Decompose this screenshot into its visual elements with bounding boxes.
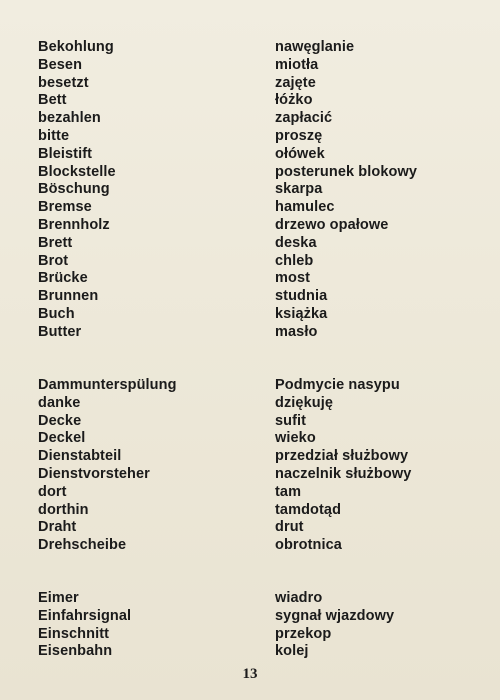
polish-translation: zajęte [275,74,316,91]
german-term: Draht [38,519,77,536]
german-term: Eisenbahn [38,643,113,660]
german-term: bitte [38,127,70,144]
polish-translation: studnia [275,288,328,305]
polish-translation: przekop [275,625,332,642]
dictionary-entry [0,519,500,537]
german-term: Dienstabteil [38,448,122,465]
german-term: Butter [38,323,82,340]
section-d [0,377,500,555]
polish-translation: chleb [275,252,314,269]
german-term: Bekohlung [38,39,114,55]
section-b [0,39,500,342]
german-term: Brett [38,234,73,251]
german-term: Brücke [38,270,88,287]
polish-translation: Podmycie nasypu [275,377,400,393]
dictionary-entry [0,75,500,93]
german-term: Eimer [38,590,79,606]
dictionary-entry [0,199,500,217]
dictionary-entry [0,217,500,235]
dictionary-entry [0,484,500,502]
dictionary-entry [0,110,500,128]
dictionary-entry [0,253,500,271]
polish-translation: wiadro [275,590,323,606]
polish-translation: dziękuję [275,394,334,411]
german-term: Drehscheibe [38,537,127,554]
dictionary-entry [0,306,500,324]
polish-translation: skarpa [275,181,323,198]
polish-translation: tam [275,483,302,500]
polish-translation: proszę [275,127,323,144]
dictionary-entry [0,502,500,520]
dictionary-entry [0,643,500,661]
polish-translation: sygnał wjazdowy [275,607,395,624]
german-term: Einfahrsignal [38,607,132,624]
dictionary-entry [0,430,500,448]
german-term: Brot [38,252,69,269]
polish-translation: kolej [275,643,309,660]
dictionary-entry [0,128,500,146]
german-term: Brunnen [38,288,99,305]
polish-translation: zapłacić [275,110,333,127]
dictionary-entry [0,537,500,555]
german-term: Böschung [38,181,110,198]
dictionary-entry [0,395,500,413]
dictionary-entry [0,270,500,288]
polish-translation: nawęglanie [275,39,355,55]
polish-translation: posterunek blokowy [275,163,417,180]
german-term: Bremse [38,199,92,216]
polish-translation: hamulec [275,199,335,216]
polish-translation: książka [275,305,328,322]
german-term: Decke [38,412,82,429]
page-number: 13 [242,666,258,682]
dictionary-entry [0,39,500,57]
dictionary-entry [0,324,500,342]
dictionary-entry [0,590,500,608]
polish-translation: masło [275,323,318,340]
polish-translation: miotła [275,56,319,73]
polish-translation: obrotnica [275,537,342,554]
dictionary-entry [0,626,500,644]
dictionary-entry [0,466,500,484]
german-term: Dammunterspülung [38,377,177,393]
polish-translation: sufit [275,412,307,429]
german-term: Dienstvorsteher [38,465,150,482]
german-term: Brennholz [38,216,110,233]
polish-translation: tamdotąd [275,501,342,518]
dictionary-entry [0,164,500,182]
polish-translation: most [275,270,311,287]
dictionary-entry [0,608,500,626]
dictionary-entry [0,92,500,110]
german-term: Besen [38,56,83,73]
dictionary-entry [0,288,500,306]
german-term: besetzt [38,74,89,91]
section-e [0,590,500,661]
polish-translation: deska [275,234,317,251]
dictionary-entry [0,57,500,75]
polish-translation: drzewo opałowe [275,216,389,233]
dictionary-entry [0,377,500,395]
dictionary-entry [0,181,500,199]
polish-translation: łóżko [275,92,313,109]
german-term: dorthin [38,501,89,518]
dictionary-entry [0,448,500,466]
dictionary-entry [0,235,500,253]
polish-translation: wieko [275,430,316,447]
polish-translation: ołówek [275,145,325,162]
german-term: Einschnitt [38,625,110,642]
polish-translation: drut [275,519,304,536]
dictionary-entry [0,146,500,164]
german-term: Blockstelle [38,163,116,180]
german-term: Deckel [38,430,86,447]
polish-translation: naczelnik służbowy [275,465,412,482]
german-term: danke [38,394,81,411]
german-term: Buch [38,305,75,322]
german-term: bezahlen [38,110,101,127]
dictionary-entry [0,413,500,431]
german-term: Bleistift [38,145,93,162]
polish-translation: przedział służbowy [275,448,409,465]
german-term: Bett [38,92,67,109]
german-term: dort [38,483,67,500]
